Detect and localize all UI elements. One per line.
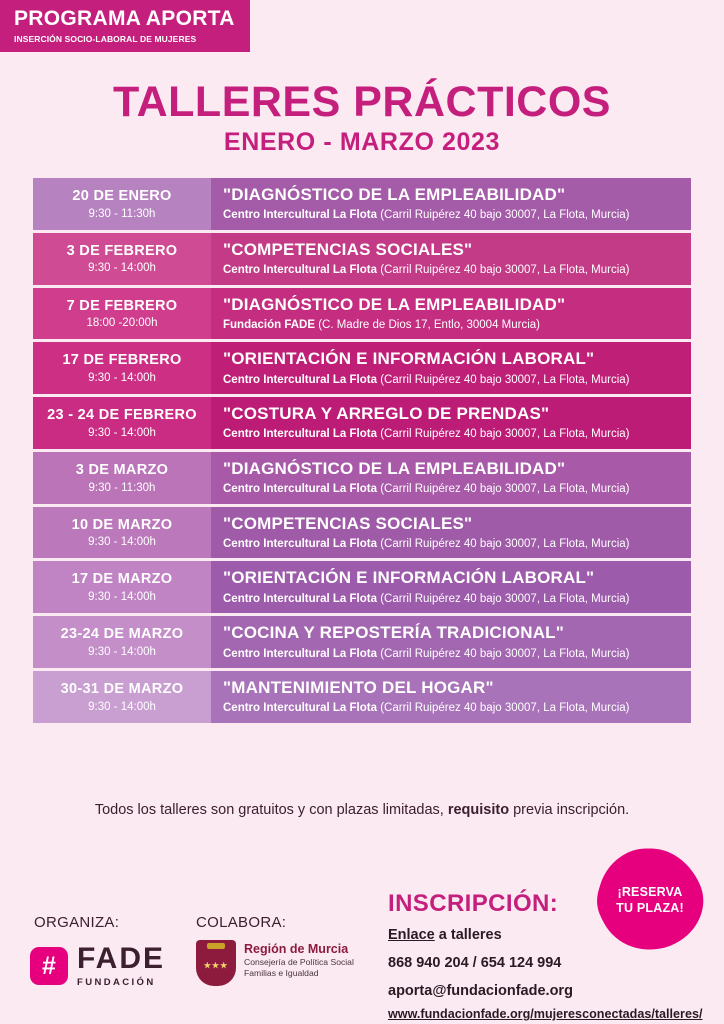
row-venue-address: (Carril Ruipérez 40 bajo 30007, La Flota, Murcia) — [380, 428, 630, 441]
row-venue — [223, 208, 691, 222]
row-venue — [223, 537, 691, 551]
row-date: 30-31 DE MARZO — [60, 680, 184, 697]
row-venue-name: Centro Intercultural La Flota — [223, 428, 377, 441]
row-info-cell — [211, 671, 691, 723]
row-workshop-title: "ORIENTACIÓN E INFORMACIÓN LABORAL" — [223, 568, 595, 588]
row-time: 9:30 - 14:00h — [88, 262, 156, 275]
row-venue-address: (Carril Ruipérez 40 bajo 30007, La Flota, Murcia) — [380, 647, 630, 660]
row-venue-address: (Carril Ruipérez 40 bajo 30007, La Flota, Murcia) — [380, 264, 630, 277]
row-info-cell — [211, 452, 691, 504]
program-title: PROGRAMA APORTA — [14, 7, 235, 31]
row-venue-address: (Carril Ruipérez 40 bajo 30007, La Flota, Murcia) — [380, 537, 630, 550]
row-venue-address: (Carril Ruipérez 40 bajo 30007, La Flota, Murcia) — [380, 209, 630, 222]
table-row — [33, 342, 691, 394]
colabora-label: COLABORA: — [196, 914, 287, 931]
row-workshop-title: "COSTURA Y ARREGLO DE PRENDAS" — [223, 404, 550, 424]
row-venue — [223, 592, 691, 606]
castles-icon: ★★★ — [203, 960, 229, 970]
row-date: 7 DE FEBRERO — [66, 297, 178, 314]
row-venue — [223, 427, 691, 441]
badge-line-1: ¡RESERVA — [617, 884, 683, 899]
row-venue-name: Centro Intercultural La Flota — [223, 702, 377, 715]
row-date-cell — [33, 342, 211, 394]
table-row — [33, 452, 691, 504]
row-date: 17 DE MARZO — [71, 571, 173, 588]
row-venue-address: (Carril Ruipérez 40 bajo 30007, La Flota, Murcia) — [380, 483, 630, 496]
row-date-cell — [33, 178, 211, 230]
row-venue — [223, 263, 691, 277]
row-date-cell — [33, 616, 211, 668]
table-row — [33, 233, 691, 285]
reserva-badge — [598, 850, 702, 950]
row-time: 9:30 - 14:00h — [88, 700, 156, 713]
row-venue — [223, 701, 691, 715]
row-time: 9:30 - 14:00h — [88, 645, 156, 658]
row-info-cell — [211, 507, 691, 559]
crown-icon — [207, 943, 225, 949]
row-date-cell — [33, 397, 211, 449]
row-info-cell — [211, 178, 691, 230]
row-venue — [223, 318, 691, 332]
program-banner — [0, 0, 250, 52]
program-subtitle: INSERCIÓN SOCIO-LABORAL DE MUJERES — [14, 33, 197, 44]
row-venue-name: Centro Intercultural La Flota — [223, 537, 377, 550]
row-workshop-title: "COMPETENCIAS SOCIALES" — [223, 513, 473, 533]
badge-text — [598, 850, 702, 950]
row-workshop-title: "COMPETENCIAS SOCIALES" — [223, 239, 473, 259]
row-date: 17 DE FEBRERO — [62, 352, 182, 369]
shield-icon — [196, 940, 236, 986]
fade-logo — [30, 944, 165, 988]
region-murcia-line-2: Familias e Igualdad — [244, 968, 319, 979]
row-venue-name: Centro Intercultural La Flota — [223, 592, 377, 605]
row-workshop-title: "DIAGNÓSTICO DE LA EMPLEABILIDAD" — [223, 185, 566, 204]
row-time: 9:30 - 11:30h — [88, 207, 156, 220]
row-time: 9:30 - 14:00h — [88, 536, 156, 549]
row-date-cell — [33, 507, 211, 559]
table-row — [33, 561, 691, 613]
table-row — [33, 397, 691, 449]
inscripcion-title: INSCRIPCIÓN: — [388, 890, 559, 917]
row-venue-name: Centro Intercultural La Flota — [223, 264, 377, 277]
row-workshop-title: "ORIENTACIÓN E INFORMACIÓN LABORAL" — [223, 349, 595, 369]
row-venue-name: Centro Intercultural La Flota — [223, 209, 377, 222]
row-venue-address: (Carril Ruipérez 40 bajo 30007, La Flota, Murcia) — [380, 373, 630, 386]
region-murcia-title: Región de Murcia — [244, 942, 349, 956]
row-venue-address: (C. Madre de Dios 17, Entlo, 30004 Murcia) — [318, 318, 540, 331]
page-subtitle: ENERO - MARZO 2023 — [223, 128, 501, 156]
row-workshop-title: "MANTENIMIENTO DEL HOGAR" — [223, 677, 494, 697]
row-workshop-title: "COCINA Y REPOSTERÍA TRADICIONAL" — [223, 623, 565, 643]
row-venue — [223, 647, 691, 661]
inscripcion-phones[interactable]: 868 940 204 / 654 124 994 — [388, 955, 562, 972]
row-info-cell — [211, 397, 691, 449]
talleres-link[interactable]: Enlace — [388, 927, 435, 943]
row-time: 9:30 - 14:00h — [88, 426, 156, 439]
row-info-cell — [211, 233, 691, 285]
row-time: 9:30 - 14:00h — [88, 372, 156, 385]
row-venue-name: Centro Intercultural La Flota — [223, 373, 377, 386]
talleres-link-rest: a talleres — [434, 927, 502, 943]
conditions-note — [0, 802, 724, 818]
region-murcia-logo — [196, 940, 354, 986]
row-venue-name: Centro Intercultural La Flota — [223, 647, 377, 660]
badge-line-2: TU PLAZA! — [616, 901, 684, 915]
workshop-table — [33, 178, 691, 726]
page-title: TALLERES PRÁCTICOS — [113, 78, 611, 126]
row-info-cell — [211, 616, 691, 668]
row-workshop-title: "DIAGNÓSTICO DE LA EMPLEABILIDAD" — [223, 294, 566, 314]
row-info-cell — [211, 288, 691, 340]
row-date: 3 DE FEBRERO — [66, 242, 178, 259]
hash-icon: # — [30, 947, 68, 985]
row-date: 10 DE MARZO — [71, 516, 173, 533]
region-murcia-text — [244, 940, 354, 980]
row-info-cell — [211, 561, 691, 613]
row-date-cell — [33, 288, 211, 340]
row-date: 3 DE MARZO — [75, 461, 169, 478]
row-time: 9:30 - 11:30h — [88, 481, 156, 494]
inscripcion-url[interactable]: www.fundacionfade.org/mujeresconectadas/talleres/ — [388, 1007, 703, 1022]
row-date: 20 DE ENERO — [72, 188, 172, 205]
row-workshop-title: "DIAGNÓSTICO DE LA EMPLEABILIDAD" — [223, 458, 566, 478]
row-venue-address: (Carril Ruipérez 40 bajo 30007, La Flota, Murcia) — [380, 702, 630, 715]
fade-name: FADE — [77, 942, 166, 975]
table-row — [33, 616, 691, 668]
fade-subtitle: FUNDACIÓN — [77, 977, 156, 988]
row-time: 9:30 - 14:00h — [88, 591, 156, 604]
note-part-2: previa inscripción. — [509, 802, 630, 818]
organiza-label: ORGANIZA: — [34, 914, 120, 931]
table-row — [33, 288, 691, 340]
row-venue — [223, 373, 691, 387]
note-strong: requisito — [447, 802, 510, 818]
row-date-cell — [33, 671, 211, 723]
row-time: 18:00 -20:00h — [86, 317, 158, 330]
table-row — [33, 178, 691, 230]
row-date-cell — [33, 561, 211, 613]
row-date-cell — [33, 452, 211, 504]
row-info-cell — [211, 342, 691, 394]
inscripcion-email[interactable]: aporta@fundacionfade.org — [388, 983, 573, 1000]
table-row — [33, 507, 691, 559]
row-venue — [223, 482, 691, 496]
row-date: 23 - 24 DE FEBRERO — [47, 407, 197, 424]
table-row — [33, 671, 691, 723]
fade-logo-text — [77, 944, 165, 988]
row-date-cell — [33, 233, 211, 285]
row-venue-name: Centro Intercultural La Flota — [223, 483, 377, 496]
row-venue-name: Fundación FADE — [223, 318, 315, 331]
note-part-1: Todos los talleres son gratuitos y con plazas limitadas, — [94, 802, 448, 818]
row-venue-address: (Carril Ruipérez 40 bajo 30007, La Flota, Murcia) — [380, 592, 630, 605]
region-murcia-line-1: Consejería de Política Social — [244, 956, 354, 967]
row-date: 23-24 DE MARZO — [60, 626, 184, 643]
